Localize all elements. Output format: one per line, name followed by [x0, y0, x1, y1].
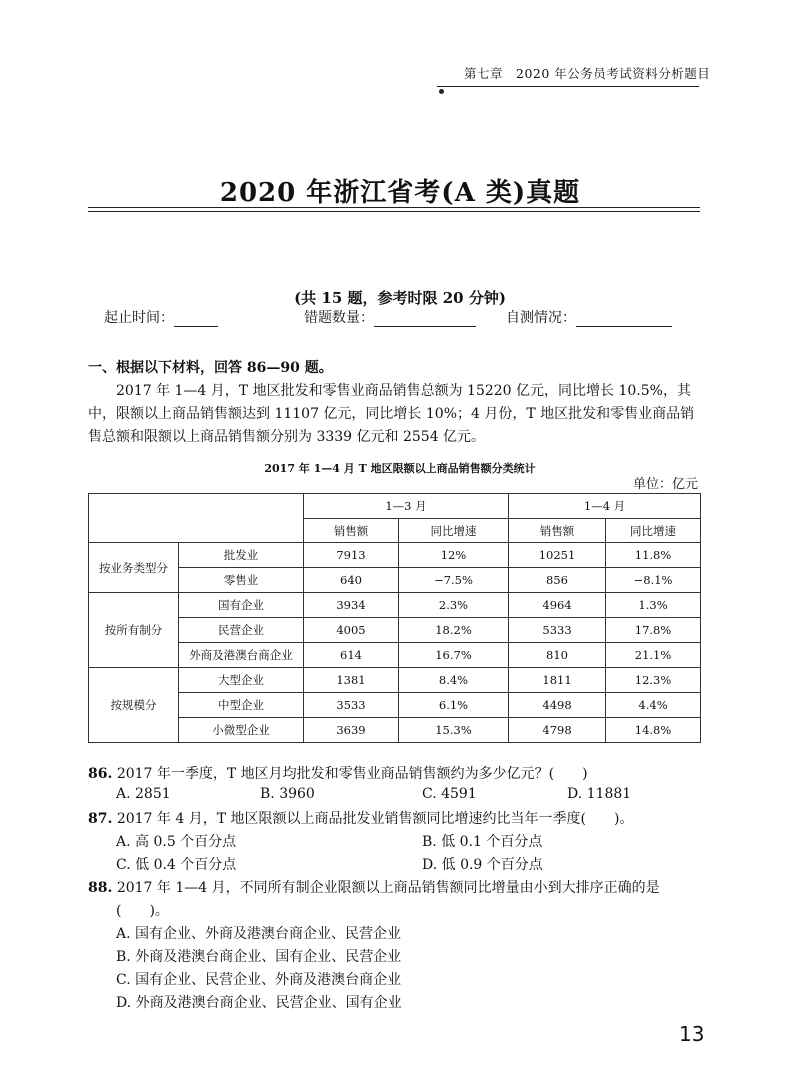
option-c: C. 4591: [422, 786, 477, 802]
table-corner: [89, 494, 304, 543]
cell-sales-apr: 4964: [509, 593, 606, 618]
cell-growth-apr: 11.8%: [606, 543, 701, 568]
cell-sales-q1: 4005: [304, 618, 399, 643]
row-label: 民营企业: [179, 618, 304, 643]
header-period-2: 1—4 月: [509, 494, 701, 519]
table-row: [89, 618, 701, 643]
cell-growth-q1: 6.1%: [399, 693, 509, 718]
cell-growth-q1: 8.4%: [399, 668, 509, 693]
page-title: 2020 年浙江省考(A 类)真题: [219, 178, 581, 208]
group-label: 按所有制分: [89, 593, 179, 668]
cell-sales-apr: 856: [509, 568, 606, 593]
title-rule: [88, 207, 700, 212]
table-row: [89, 568, 701, 593]
header-sales: 销售额: [509, 519, 606, 543]
question-86: [88, 763, 588, 783]
row-label: 中型企业: [179, 693, 304, 718]
start-time-label: 起止时间：: [104, 310, 174, 326]
table-row: [89, 593, 701, 618]
option-a: A. 国有企业、外商及港澳台商企业、民营企业: [116, 926, 402, 942]
question-number: 88.: [88, 880, 113, 896]
cell-growth-apr: 21.1%: [606, 643, 701, 668]
self-check-field: [506, 307, 672, 327]
cell-growth-q1: 2.3%: [399, 593, 509, 618]
cell-sales-q1: 3533: [304, 693, 399, 718]
option-b: B. 低 0.1 个百分点: [422, 834, 543, 850]
cell-sales-q1: 3934: [304, 593, 399, 618]
self-check-label: 自测情况：: [506, 310, 576, 326]
question-stem-continued: ( )。: [116, 903, 169, 919]
option-c: C. 国有企业、民营企业、外商及港澳台商企业: [116, 972, 402, 988]
cell-sales-apr: 1811: [509, 668, 606, 693]
cell-sales-apr: 4498: [509, 693, 606, 718]
cell-growth-q1: 12%: [399, 543, 509, 568]
material-paragraph: 2017 年 1—4 月，T 地区批发和零售业商品销售总额为 15220 亿元，同比增长 10.5%，其中，限额以上商品销售额达到 11107 亿元，同比增长 10%；4 月份，T 地区批发和零售业商品销售总额和限额以上商品销售额分别为 3339 亿元和 2554 亿元。: [88, 383, 695, 445]
row-label: 批发业: [179, 543, 304, 568]
wrong-count-field: [304, 307, 476, 327]
header-sales: 销售额: [304, 519, 399, 543]
cell-growth-apr: 14.8%: [606, 718, 701, 743]
group-label: 按业务类型分: [89, 543, 179, 593]
question-number: 87.: [88, 811, 113, 827]
question-stem: 2017 年一季度，T 地区月均批发和零售业商品销售额约为多少亿元？( ): [116, 766, 588, 782]
section-heading: 一、根据以下材料，回答 86—90 题。: [88, 360, 333, 376]
header-growth: 同比增速: [606, 519, 701, 543]
table-row: [89, 718, 701, 743]
table-unit: 单位：亿元: [632, 477, 698, 492]
wrong-count-label: 错题数量：: [304, 310, 374, 326]
cell-sales-q1: 7913: [304, 543, 399, 568]
row-label: 外商及港澳台商企业: [179, 643, 304, 668]
option-b: B. 外商及港澳台商企业、国有企业、民营企业: [116, 949, 402, 965]
cell-sales-apr: 5333: [509, 618, 606, 643]
cell-growth-apr: 1.3%: [606, 593, 701, 618]
row-label: 小微型企业: [179, 718, 304, 743]
wrong-count-blank: [374, 312, 476, 327]
question-87: [88, 808, 633, 828]
option-d: D. 低 0.9 个百分点: [422, 857, 543, 873]
cell-growth-apr: −8.1%: [606, 568, 701, 593]
cell-growth-q1: −7.5%: [399, 568, 509, 593]
table-row: [89, 668, 701, 693]
question-stem: 2017 年 1—4 月，不同所有制企业限额以上商品销售额同比增量由小到大排序正确的是: [116, 880, 660, 896]
question-number: 86.: [88, 766, 113, 782]
table-row: [89, 643, 701, 668]
header-rule: [437, 86, 699, 87]
sales-table: [88, 493, 701, 743]
table-row: [89, 543, 701, 568]
exam-subtitle: (共 15 题，参考时限 20 分钟): [294, 289, 506, 307]
cell-growth-apr: 4.4%: [606, 693, 701, 718]
header-growth: 同比增速: [399, 519, 509, 543]
cell-growth-q1: 18.2%: [399, 618, 509, 643]
option-a: A. 高 0.5 个百分点: [116, 834, 237, 850]
start-time-field: [104, 307, 218, 327]
cell-sales-q1: 640: [304, 568, 399, 593]
cell-sales-q1: 3639: [304, 718, 399, 743]
option-d: D. 11881: [567, 786, 632, 802]
cell-sales-q1: 1381: [304, 668, 399, 693]
table-title: 2017 年 1—4 月 T 地区限额以上商品销售额分类统计: [264, 462, 536, 475]
question-88: [88, 877, 660, 897]
cell-sales-apr: 10251: [509, 543, 606, 568]
cell-growth-apr: 17.8%: [606, 618, 701, 643]
page-number: 13: [679, 1022, 705, 1046]
row-label: 大型企业: [179, 668, 304, 693]
row-label: 零售业: [179, 568, 304, 593]
cell-growth-q1: 16.7%: [399, 643, 509, 668]
cell-sales-apr: 810: [509, 643, 606, 668]
option-d: D. 外商及港澳台商企业、民营企业、国有企业: [116, 995, 402, 1011]
running-head: 第七章 2020 年公务员考试资料分析题目: [464, 66, 711, 81]
cell-sales-apr: 4798: [509, 718, 606, 743]
start-time-blank: [174, 312, 218, 327]
option-b: B. 3960: [260, 786, 315, 802]
row-label: 国有企业: [179, 593, 304, 618]
table-row: [89, 693, 701, 718]
question-stem: 2017 年 4 月，T 地区限额以上商品批发业销售额同比增速约比当年一季度( )。: [116, 811, 634, 827]
header-period-1: 1—3 月: [304, 494, 509, 519]
self-check-blank: [576, 312, 672, 327]
cell-growth-apr: 12.3%: [606, 668, 701, 693]
cell-growth-q1: 15.3%: [399, 718, 509, 743]
header-dot: [439, 89, 444, 94]
group-label: 按规模分: [89, 668, 179, 743]
cell-sales-q1: 614: [304, 643, 399, 668]
option-a: A. 2851: [116, 786, 171, 802]
option-c: C. 低 0.4 个百分点: [116, 857, 237, 873]
